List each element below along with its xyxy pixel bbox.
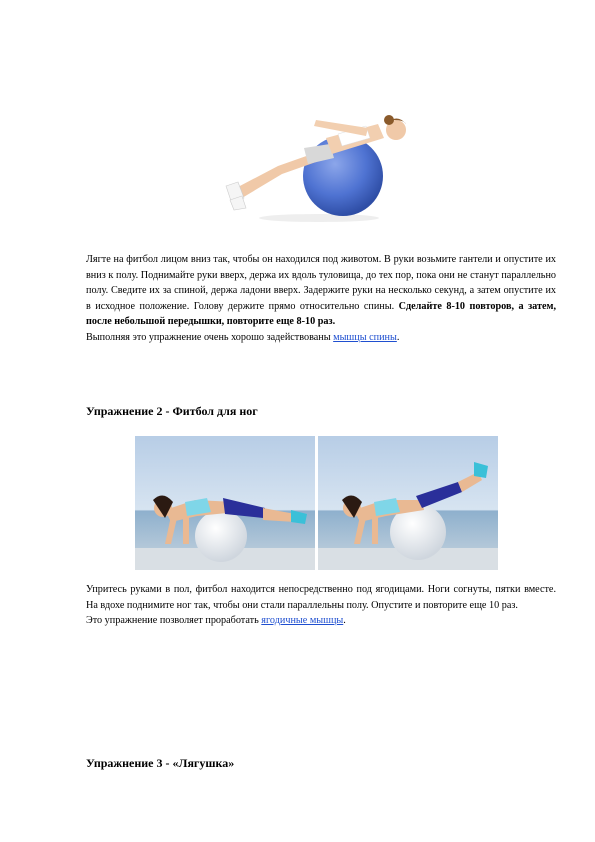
exercise3-heading: Упражнение 3 - «Лягушка» <box>86 756 235 770</box>
exercise2-summary-prefix: Это упражнение позволяет проработать <box>86 615 262 627</box>
fitball-legs-start-image <box>135 436 315 570</box>
exercise1-summary-suffix: . <box>396 331 400 343</box>
exercise1-line2: Поднимайте руки вверх, держа их вдоль туловища, до тех пор, пока они не станут параллельно полу. Сведите их за спиной, держа ладони вверх. Задержите руки на несколько секунд, а затем опустите их в исходное положение. Голову держите прямо относительно спины. <box>86 269 557 312</box>
exercise1-summary-prefix: Выполняя это упражнение очень хорошо задействованы <box>86 331 334 343</box>
back-muscles-link[interactable]: мышцы спины <box>333 331 397 343</box>
fitball-back-exercise-image <box>208 58 430 226</box>
gluteal-muscles-link[interactable]: ягодичные мышцы <box>261 615 344 627</box>
exercise1-description <box>86 252 556 346</box>
exercise1-repetitions: Сделайте 8-10 повторов, а затем, после небольшой передышки, повторите еще 8-10 раз. <box>86 300 557 328</box>
exercise2-description <box>86 582 556 629</box>
exercise2-summary-suffix: . <box>343 615 346 627</box>
exercise2-heading: Упражнение 2 - Фитбол для ног <box>86 404 258 418</box>
fitball-legs-raised-image <box>318 436 498 570</box>
exercise1-line1: Лягте на фитбол лицом вниз так, чтобы он находился под животом. В руки возьмите гантели и опустите их вниз к полу. <box>86 254 556 281</box>
exercise2-line1: Упритесь руками в пол, фитбол находится непосредственно под ягодицами. Ноги согнуты, пятки вместе. На вдохе поднимите ног так, чтобы они стали параллельны полу. Опустите и повторите еще 10 раз. <box>86 584 556 611</box>
